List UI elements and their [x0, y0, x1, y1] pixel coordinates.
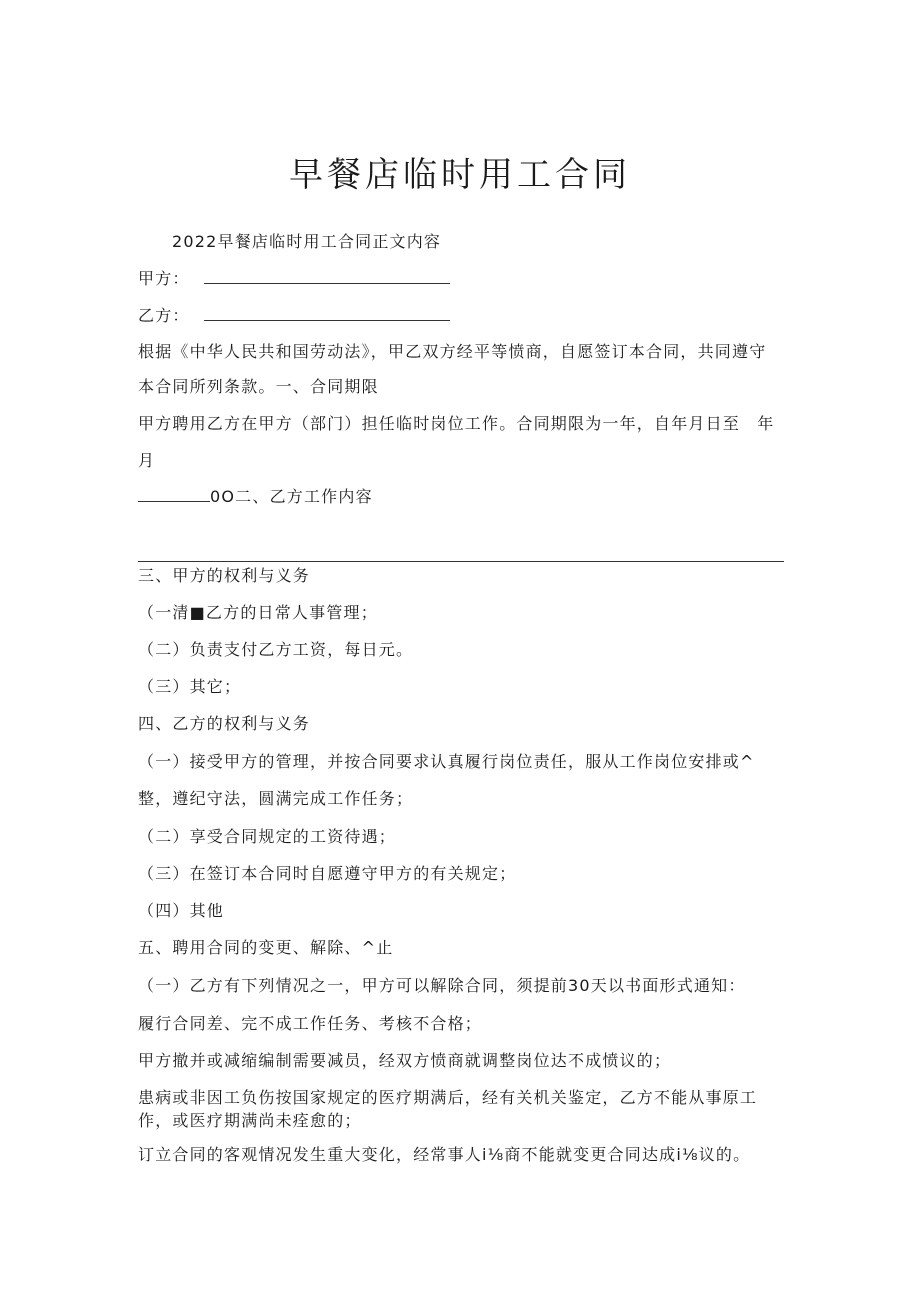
- section-3-item-1: （一清■乙方的日常人事管理；: [138, 603, 378, 622]
- party-a-line: [138, 268, 450, 290]
- section-5-item-1: （一）乙方有下列情况之一，甲方可以解除合同，须提前30天以书面形式通知：: [138, 976, 746, 995]
- section-5-clause-1: 履行合同差、完不成工作任务、考核不合格；: [138, 1014, 483, 1033]
- section-5-title: 五、聘用合同的变更、解除、^止: [138, 938, 394, 957]
- term-line-3-text: 0O二、乙方工作内容: [210, 487, 373, 506]
- section-3-title: 三、甲方的权利与义务: [138, 566, 311, 585]
- section-3-item-3: （三）其它；: [138, 677, 242, 696]
- term-line-3: [138, 486, 373, 508]
- party-a-blank: [204, 269, 450, 284]
- section-5-clause-4: 订立合同的客观情况发生重大变化，经常事人i⅛商不能就变更合同达成i⅛议的。: [138, 1145, 751, 1164]
- party-b-label: 乙方：: [138, 306, 190, 325]
- party-b-line: [138, 305, 450, 327]
- section-4-item-3: （三）在签订本合同时自愿遵守甲方的有关规定；: [138, 864, 517, 883]
- section-5-clause-3b: 作，或医疗期满尚未痊愈的；: [138, 1111, 362, 1130]
- term-blank: [138, 487, 210, 502]
- section-4-item-1a: （一）接受甲方的管理，并按合同要求认真履行岗位责任，服从工作岗位安排或^: [138, 752, 755, 771]
- intro-line-1: 根据《中华人民共和国劳动法》，甲乙双方经平等愤商，自愿签订本合同，共同遵守: [138, 342, 767, 361]
- intro-line-2: 本合同所列条款。一、合同期限: [138, 377, 379, 396]
- party-b-blank: [204, 306, 450, 321]
- subtitle: 2022早餐店临时用工合同正文内容: [172, 232, 442, 251]
- section-4-item-1b: 整，遵纪守法，圆满完成工作任务；: [138, 789, 414, 808]
- section-4-item-4: （四）其他: [138, 901, 225, 920]
- section-3-item-2: （二）负责支付乙方工资，每日元。: [138, 640, 414, 659]
- party-a-label: 甲方：: [138, 269, 190, 288]
- term-line-1: 甲方聘用乙方在甲方（部门）担任临时岗位工作。合同期限为一年，自年月日至 年: [138, 414, 775, 433]
- work-content-blank-line: [138, 561, 784, 562]
- section-4-item-2: （二）享受合同规定的工资待遇；: [138, 827, 397, 846]
- document-title: 早餐店临时用工合同: [289, 155, 631, 195]
- section-4-title: 四、乙方的权利与义务: [138, 714, 311, 733]
- section-5-clause-2: 甲方撤并或减缩编制需要减员，经双方愤商就调整岗位达不成愤议的；: [138, 1051, 672, 1070]
- section-5-clause-3a: 患病或非因工负伤按国家规定的医疗期满后，经有关机关鉴定，乙方不能从事原工: [138, 1088, 758, 1107]
- term-line-2: 月: [138, 451, 156, 470]
